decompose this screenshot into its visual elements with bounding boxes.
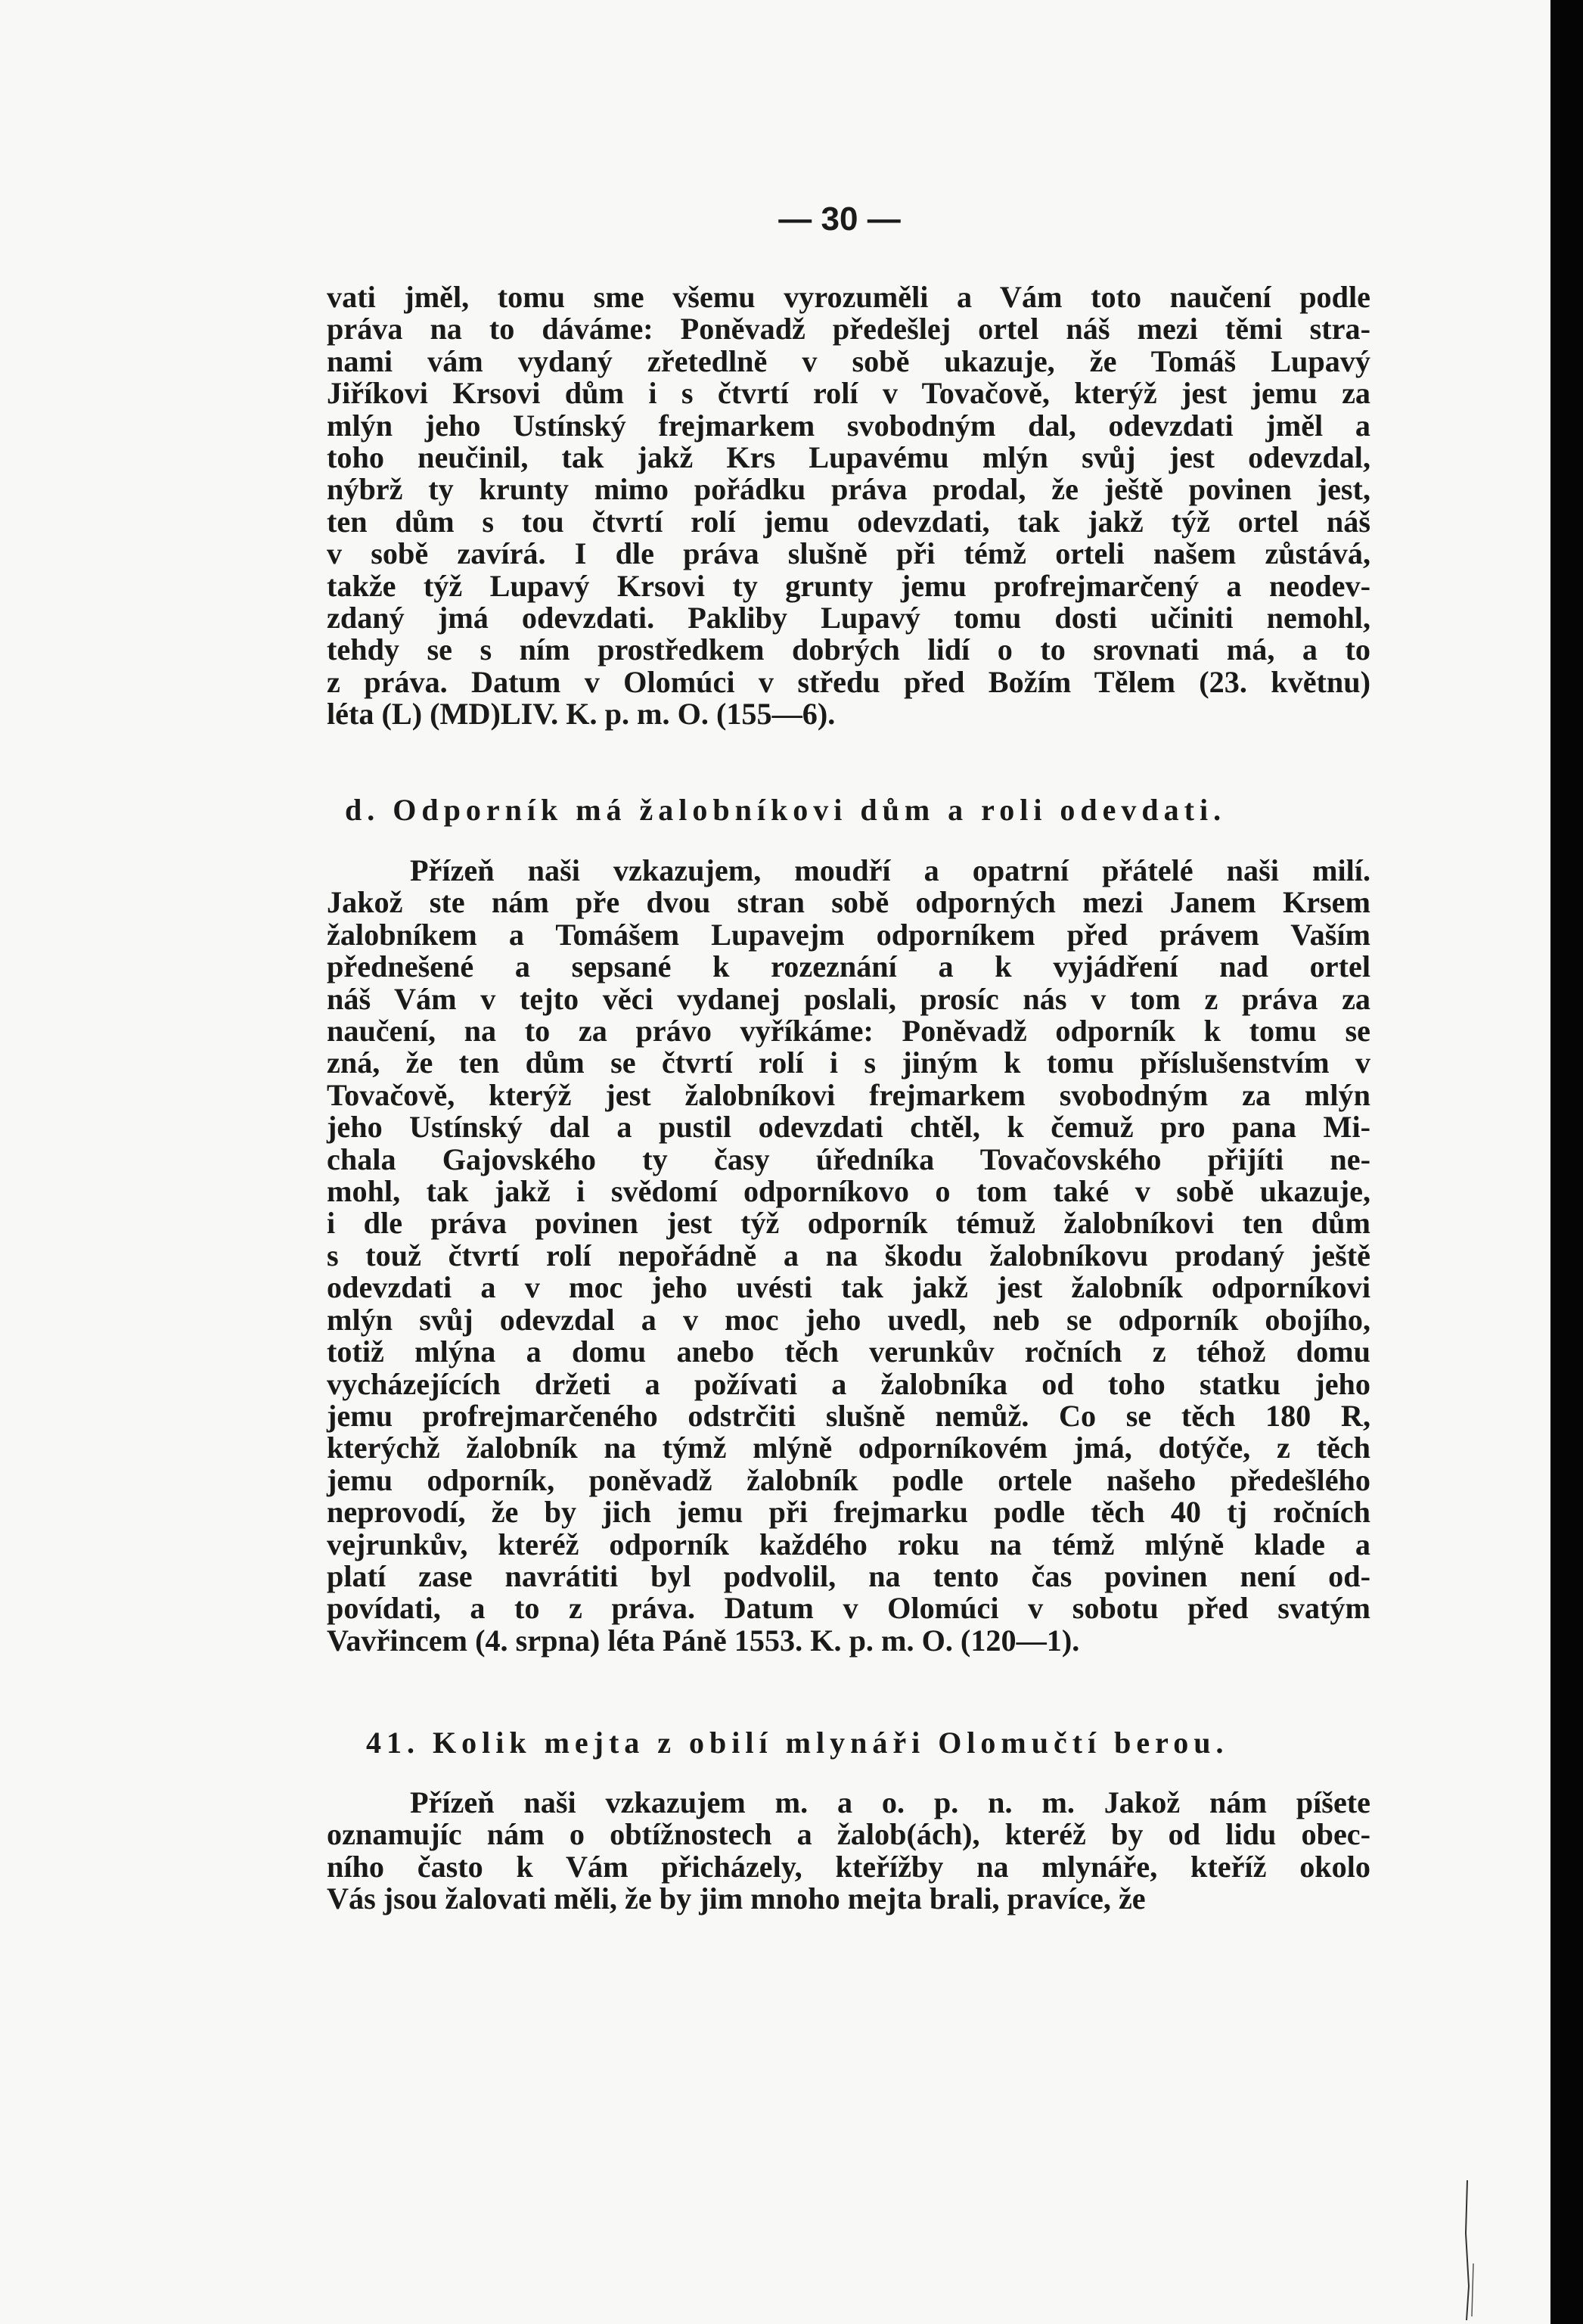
text-line: mohl, tak jakž i svědomí odporníkovo o tom také v sobě ukazuje,: [327, 1174, 1370, 1209]
text-line: oznamujíc nám o obtížnostech a žalob(ách), kteréž by od lidu obec-: [327, 1817, 1370, 1852]
text-line: takže týž Lupavý Krsovi ty grunty jemu profrejmarčený a neodev-: [327, 568, 1370, 603]
text-line: vejrunkův, kteréž odporník každého roku na témž mlýně klade a: [327, 1527, 1370, 1561]
paragraph-section-41: [327, 1787, 1370, 1915]
section-heading-41: 41. Kolik mejta z obilí mlynáři Olomučtí berou.: [366, 1726, 1229, 1760]
text-line: nýbrž ty krunty mimo pořádku práva prodal, že ještě povinen jest,: [327, 472, 1370, 507]
text-line: jeho Ustínský dal a pustil odevzdati chtěl, k čemuž pro pana Mi-: [327, 1110, 1370, 1145]
page-number: — 30 —: [778, 200, 901, 238]
text-line: práva na to dáváme: Poněvadž předešlej ortel náš mezi těmi stra-: [327, 312, 1370, 346]
text-line: kterýchž žalobník na týmž mlýně odporníkovém jmá, dotýče, z těch: [327, 1431, 1370, 1465]
text-line: ten dům s tou čtvrtí rolí jemu odevzdati, tak jakž týž ortel náš: [327, 504, 1370, 539]
text-line: chala Gajovského ty časy úředníka Tovačovského přijíti ne-: [327, 1142, 1370, 1176]
text-line: v sobě zavírá. I dle práva slušně při témž orteli našem zůstává,: [327, 536, 1370, 571]
paragraph-continuation: [327, 281, 1370, 731]
text-line: Tovačově, kterýž jest žalobníkovi frejmarkem svobodným za mlýn: [327, 1077, 1370, 1112]
text-line: povídati, a to z práva. Datum v Olomúci v sobotu před svatým: [327, 1591, 1370, 1626]
text-line: toho neučinil, tak jakž Krs Lupavému mlýn svůj jest odevzdal,: [327, 440, 1370, 475]
text-line: z práva. Datum v Olomúci v středu před Božím Tělem (23. květnu): [327, 664, 1370, 699]
text-line: Přízeň naši vzkazujem m. a o. p. n. m. Jakož nám píšete: [410, 1785, 1370, 1819]
text-line: mlýn svůj odevzdal a v moc jeho uvedl, neb se odporník obojího,: [327, 1302, 1370, 1337]
text-line: žalobníkem a Tomášem Lupavejm odporníkem před právem Vaším: [327, 917, 1370, 952]
text-line: vati jměl, tomu sme všemu vyrozuměli a Vám toto naučení podle: [327, 280, 1370, 314]
scan-border: [1550, 0, 1583, 2324]
text-line: totiž mlýna a domu anebo těch verunkův ročních z téhož domu: [327, 1334, 1370, 1369]
text-line: ního často k Vám přicházely, kteřížby na mlynáře, kteříž okolo: [327, 1849, 1370, 1884]
text-line: neprovodí, že by jich jemu při frejmarku podle těch 40 tj ročních: [327, 1495, 1370, 1530]
paragraph-section-d: [327, 855, 1370, 1657]
text-line: jemu profrejmarčeného odstrčiti slušně nemůž. Co se těch 180 R,: [327, 1398, 1370, 1433]
section-heading-d: d. Odporník má žalobníkovi dům a roli odevdati.: [345, 793, 1227, 827]
text-line: Přízeň naši vzkazujem, moudří a opatrní přátelé naši milí.: [410, 853, 1370, 887]
text-line: nami vám vydaný zřetedlně v sobě ukazuje, že Tomáš Lupavý: [327, 343, 1370, 378]
text-line: naučení, na to za právo vyříkáme: Poněvadž odporník k tomu se: [327, 1014, 1370, 1049]
text-line: i dle práva povinen jest týž odporník témuž žalobníkovi ten dům: [327, 1206, 1370, 1241]
text-line: zná, že ten dům se čtvrtí rolí i s jiným k tomu příslušenstvím v: [327, 1045, 1370, 1080]
text-line: tehdy se s ním prostředkem dobrých lidí o to srovnati má, a to: [327, 632, 1370, 667]
text-line: zdaný jmá odevzdati. Pakliby Lupavý tomu dosti učiniti nemohl,: [327, 601, 1370, 635]
text-line: léta (L) (MD)LIV. K. p. m. O. (155—6).: [327, 697, 836, 732]
text-line: Jiříkovi Krsovi dům i s čtvrtí rolí v Tovačově, kterýž jest jemu za: [327, 376, 1370, 411]
text-line: Vavřincem (4. srpna) léta Páně 1553. K. p. m. O. (120—1).: [327, 1623, 1080, 1658]
text-line: jemu odporník, poněvadž žalobník podle ortele našeho předešlého: [327, 1462, 1370, 1497]
text-line: Jakož ste nám pře dvou stran sobě odporných mezi Janem Krsem: [327, 885, 1370, 920]
text-line: vycházejících držeti a požívati a žalobníka od toho statku jeho: [327, 1366, 1370, 1401]
text-line: mlýn jeho Ustínský frejmarkem svobodným dal, odevzdati jměl a: [327, 408, 1370, 443]
text-line: s touž čtvrtí rolí nepořádně a na škodu žalobníkovu prodaný ještě: [327, 1238, 1370, 1272]
scan-specks-mark: [1452, 2173, 1482, 2324]
text-line: odevzdati a v moc jeho uvésti tak jakž jest žalobník odporníkovi: [327, 1270, 1370, 1305]
text-line: náš Vám v tejto věci vydanej poslali, prosíc nás v tom z práva za: [327, 981, 1370, 1016]
text-line: přednešené a sepsané k rozeznání a k vyjádření nad ortel: [327, 949, 1370, 984]
text-line: Vás jsou žalovati měli, že by jim mnoho mejta brali, pravíce, že: [327, 1881, 1146, 1916]
text-line: platí zase navrátiti byl podvolil, na tento čas povinen není od-: [327, 1558, 1370, 1593]
